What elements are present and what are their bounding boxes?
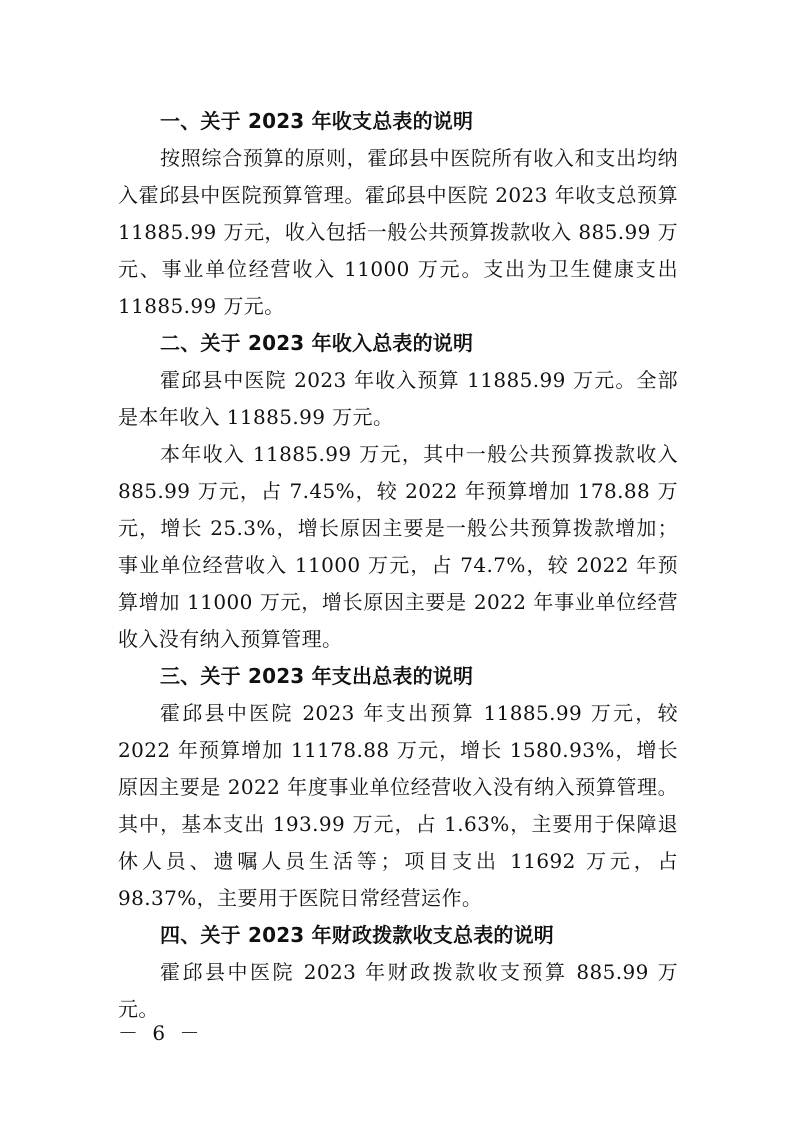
section-revenue-expenditure-summary	[118, 103, 678, 325]
section-heading: 一、关于 2023 年收支总表的说明	[160, 109, 474, 133]
section-paragraph: 霍邱县中医院 2023 年支出预算 11885.99 万元，较 2022 年预算增加 11178.88 万元，增长 1580.93%，增长原因主要是 2022 年度事业单位经营收入没有纳入预算管理。其中，基本支出 193.99 万元，占 1.63%，主要用于保障退休人员、遗嘱人员生活等；项目支出 11692 万元，占 98.37%，主要用于医院日常经营运作。	[118, 701, 678, 910]
section-paragraph: 霍邱县中医院 2023 年收入预算 11885.99 万元。全部是本年收入 11885.99 万元。	[118, 368, 678, 429]
section-heading: 三、关于 2023 年支出总表的说明	[160, 664, 474, 688]
section-expenditure-summary	[118, 658, 678, 917]
section-fiscal-appropriation-summary	[118, 917, 678, 1028]
section-heading: 二、关于 2023 年收入总表的说明	[160, 331, 474, 355]
section-heading: 四、关于 2023 年财政拨款收支总表的说明	[160, 923, 554, 947]
section-revenue-summary	[118, 325, 678, 658]
section-paragraph: 霍邱县中医院 2023 年财政拨款收支预算 885.99 万元。	[118, 960, 678, 1021]
document-body	[118, 103, 678, 1028]
section-paragraph: 按照综合预算的原则，霍邱县中医院所有收入和支出均纳入霍邱县中医院预算管理。霍邱县中医院 2023 年收支总预算 11885.99 万元，收入包括一般公共预算拨款收入 885.99 万元、事业单位经营收入 11000 万元。支出为卫生健康支出 11885.99 万元。	[118, 146, 678, 318]
page-number: － 6 －	[118, 1021, 204, 1045]
section-paragraph: 本年收入 11885.99 万元，其中一般公共预算拨款收入 885.99 万元，占 7.45%，较 2022 年预算增加 178.88 万元，增长 25.3%，增长原因主要是一般公共预算拨款增加；事业单位经营收入 11000 万元，占 74.7%，较 2022 年预算增加 11000 万元，增长原因主要是 2022 年事业单位经营收入没有纳入预算管理。	[118, 442, 678, 651]
